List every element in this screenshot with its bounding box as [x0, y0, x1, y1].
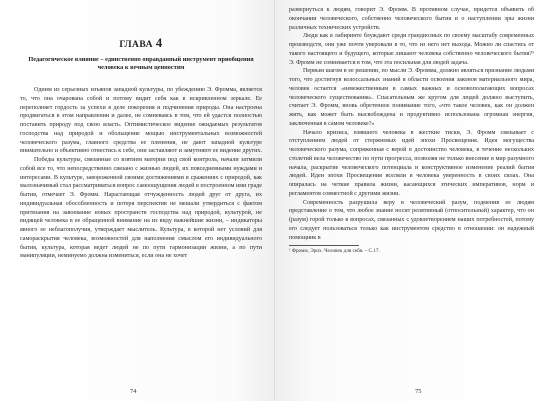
right-page [275, 0, 550, 401]
paragraph: Первым шагом в ее решении, по мысли Э. Фромма, должно являться признание людьми того, что достигнув колоссальных знаний в области освоения законов материального мира, человек остается «невежественным в самых важных и основополагающих вопросах человеческого существования». Спасательным же кругом для людей должно выступить, считает Э. Фромм, вновь обретенное понимание того, «что такое человек, как он должен жить, как может быть высвобождена и продуктивно использована огромная энергия, заключенная в самом человеке?» [289, 68, 534, 127]
chapter-label: ГЛАВА [119, 40, 154, 50]
paragraph: Современность разрушила веру в человеческий разум, подменив ее людям представление о том, что любое знание носит релятивный (относительный) характер, что он (разум) горой только в вопросах, связанных с удовлетворением наших потребностей, потому его следует пользоваться только как инструментом средство в отношении: он надежный помощник в [289, 199, 534, 241]
chapter-title [20, 36, 262, 51]
paragraph: Начало кризиса, взявшего человека в жесткие тиски, Э. Фромм связывает с отступлением людей от стержневых идей эпохи Просвещения. Идея могущества человеческого разума, сопряженная с верой в достоинство человека, в течение нескольких столетий вела человечество по пути прогресса, позволяя не только внесение в мир разумного начала, раскрытие человеческого потенциала и конструктивное изменение реалий бытия людей. Идеи эпохи Просвещения вселяли в человека уверенность в своих силах. Она опиралась на четкие правила жизни, касающихся этических императивов, норм и регламентов совместной с другими жизни. [289, 129, 534, 197]
paragraph: Люди как в лабиринте блуждают среди грандиозных по своему масштабу современных производств, они уже почти уверовали в то, что из него нет выхода. Можно ли спастись от такого настоящего и будущего, которые лишают человека собственно человеческого бытия?¹ Э. Фромм не сомневается в том, что эта посильная для людей задача. [289, 33, 534, 66]
paragraph: Одним из серьезных изъянов западной культуры, по убеждению Э. Фромма, является то, что она очарована собой и потому видит себя как в искривленном зеркале. Ее переполняет гордость за успехи в деле покорения и подчинения природы. Она настроена продвигаться в этом направлении и далее, не сомневаясь в том, что ей удастся полностью поставить природу под свою власть. Оптимистическое видение ожидаемых результатов господства над природой и обольщение мощью инструментальных возможностей человеческого разума, главного средства ее пленения, не дают западной культуре внимательно и объективно отнестись к себе, они заставляют и замутняют ее видение других. [20, 87, 262, 155]
footnote: ¹ Фромм, Эрих. Человек для себя. – С.17. [289, 248, 380, 255]
paragraph: Победы культуры, связанные со взятием материи под свой контроль, начали затмили собой все то, что непосредственно связано с жизнью людей, их повседневными нуждами и интересами. В культуре, завороженной своими достижениями в сражениях с природой, как малозначимый стал рассматриваться вопрос самоощущения людей в построенном ими граде бытия, отмечает Э. Фромм. Нарастающая отчужденность людей друг от друга, их индивидуальная обособленность и потеря перспектив не мешали утвердиться с фактом притязания на завоевание новых пространств господства над природой, культурой, не видящей человека в ее обращенной внимание на из виду важнейшие жизни, – индикаторы явного ее неблагополучия, утверждает мыслитель. Культура, в которой нет условий для самораскрытия человека, возможностей для наполнения смыслом его индивидуального бытия, культура, которая ведет людей не по пути гармонизации жизни, а по пути манипуляции, неминуемо должна измениться, если она не хочет [20, 157, 262, 260]
footnote-divider [289, 245, 359, 246]
page-number: 74 [130, 388, 137, 395]
chapter-number: 4 [155, 36, 163, 50]
chapter-heading: Педагогическое влияние – единственно оправданный инструмент приобщения человека к вечным ценностям [28, 56, 254, 71]
page-number: 75 [415, 388, 422, 395]
paragraph: развернуться к людям, говорит Э. Фромм. В противном случае, придется объявить об окончании человеческого, собственно человеческого бытия и о наступлении эры жизни различных технических устройств. [289, 7, 534, 31]
